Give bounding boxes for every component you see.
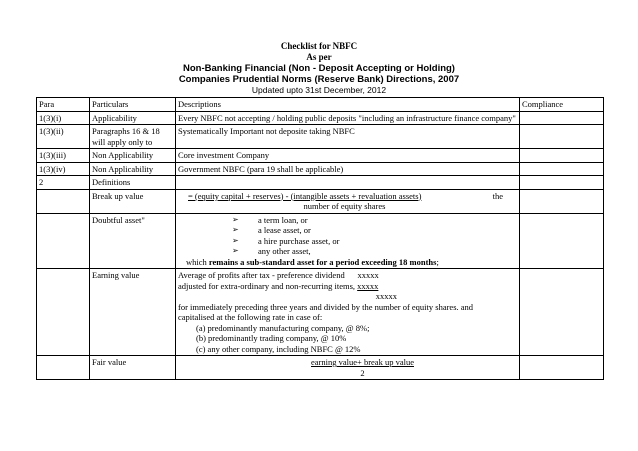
earning-description [176, 269, 520, 356]
breakup-the: the [492, 190, 503, 201]
list-item: ➢ any other asset, [232, 246, 311, 256]
row-compliance [520, 149, 604, 163]
row-compliance [520, 269, 604, 356]
arrow-bullet-icon: ➢ [232, 235, 239, 245]
fair-formula: earning value+ break up value [311, 357, 414, 367]
table-row-earning [37, 269, 604, 356]
row-particulars: Non Applicability [90, 162, 176, 176]
row-para [37, 189, 90, 213]
row-particulars: Paragraphs 16 & 18 will apply only to [90, 125, 176, 149]
row-para: 2 [37, 176, 90, 190]
breakup-formula: = (equity capital + reserves) - (intangible assets + revaluation assets) [188, 190, 422, 201]
row-description [176, 176, 520, 190]
table-header-row [37, 98, 604, 112]
row-compliance [520, 356, 604, 380]
header-para: Para [37, 98, 90, 112]
earning-line4: capitalised at the following rate in case of: [178, 312, 323, 322]
title-act-line2: Companies Prudential Norms (Reserve Bank) Directions, 2007 [178, 74, 460, 85]
row-particulars: Applicability [90, 111, 176, 125]
row-particulars: Break up value [90, 189, 176, 213]
table-row [37, 125, 604, 149]
row-particulars: Fair value [90, 356, 176, 380]
header-compliance: Compliance [520, 98, 604, 112]
row-particulars: Doubtful asset" [90, 213, 176, 269]
table-row-doubtful [37, 213, 604, 269]
earning-case: (b) predominantly trading company, @ 10% [196, 333, 347, 343]
list-item: ➢ a lease asset, or [232, 225, 311, 235]
list-item: ➢ a term loan, or [232, 214, 308, 225]
row-particulars: Definitions [90, 176, 176, 190]
header-descriptions: Descriptions [176, 98, 520, 112]
table-row [37, 176, 604, 190]
doubtful-tail: which remains a sub-standard asset for a period exceeding 18 months; [186, 256, 439, 267]
row-compliance [520, 189, 604, 213]
row-compliance [520, 111, 604, 125]
earning-line2: adjusted for extra-ordinary and non-recurring items, xxxxx [178, 280, 379, 291]
table-row-breakup [37, 189, 604, 213]
row-description: Core investment Company [176, 149, 520, 163]
row-para [37, 356, 90, 380]
row-compliance [520, 213, 604, 269]
row-para: 1(3)(iv) [37, 162, 90, 176]
earning-case: (a) predominantly manufacturing company, @ 8%; [196, 322, 370, 333]
table-row [37, 149, 604, 163]
list-item: ➢ a hire purchase asset, or [232, 235, 340, 246]
earning-xx3: xxxxx [375, 291, 397, 301]
row-compliance [520, 162, 604, 176]
title-updated: Updated upto 31st December, 2012 [251, 85, 387, 95]
header-particulars: Particulars [90, 98, 176, 112]
earning-line3: for immediately preceding three years and divided by the number of equity shares. and [178, 301, 474, 312]
arrow-bullet-icon: ➢ [232, 214, 239, 224]
row-particulars: Earning value [90, 269, 176, 356]
table-row [37, 111, 604, 125]
fair-description [176, 356, 520, 380]
row-para: 1(3)(i) [37, 111, 90, 125]
title-checklist: Checklist for NBFC [280, 41, 358, 51]
title-as-per: As per [306, 52, 332, 62]
title-act-line1: Non-Banking Financial (Non - Deposit Accepting or Holding) [183, 63, 455, 74]
arrow-bullet-icon: ➢ [232, 225, 239, 234]
doubtful-description [176, 213, 520, 269]
fair-denominator: 2 [360, 367, 365, 378]
row-compliance [520, 176, 604, 190]
row-para: 1(3)(iii) [37, 149, 90, 163]
row-description: Systematically Important not deposite taking NBFC [176, 125, 520, 149]
arrow-bullet-icon: ➢ [232, 246, 239, 255]
breakup-formula-cell [176, 189, 520, 213]
table-row-fair [37, 356, 604, 380]
breakup-denominator: number of equity shares [303, 201, 386, 211]
row-description: Every NBFC not accepting / holding public deposits "including an infrastructure finance company" [176, 111, 520, 125]
table-row [37, 162, 604, 176]
checklist-table [36, 97, 604, 380]
row-particulars: Non Applicability [90, 149, 176, 163]
row-description: Government NBFC (para 19 shall be applicable) [176, 162, 520, 176]
row-compliance [520, 125, 604, 149]
row-para: 1(3)(ii) [37, 125, 90, 149]
row-para [37, 269, 90, 356]
row-para [37, 213, 90, 269]
earning-line1: Average of profits after tax - preference dividend xxxxx [178, 270, 379, 280]
earning-case: (c) any other company, including NBFC @ 12% [196, 343, 361, 354]
